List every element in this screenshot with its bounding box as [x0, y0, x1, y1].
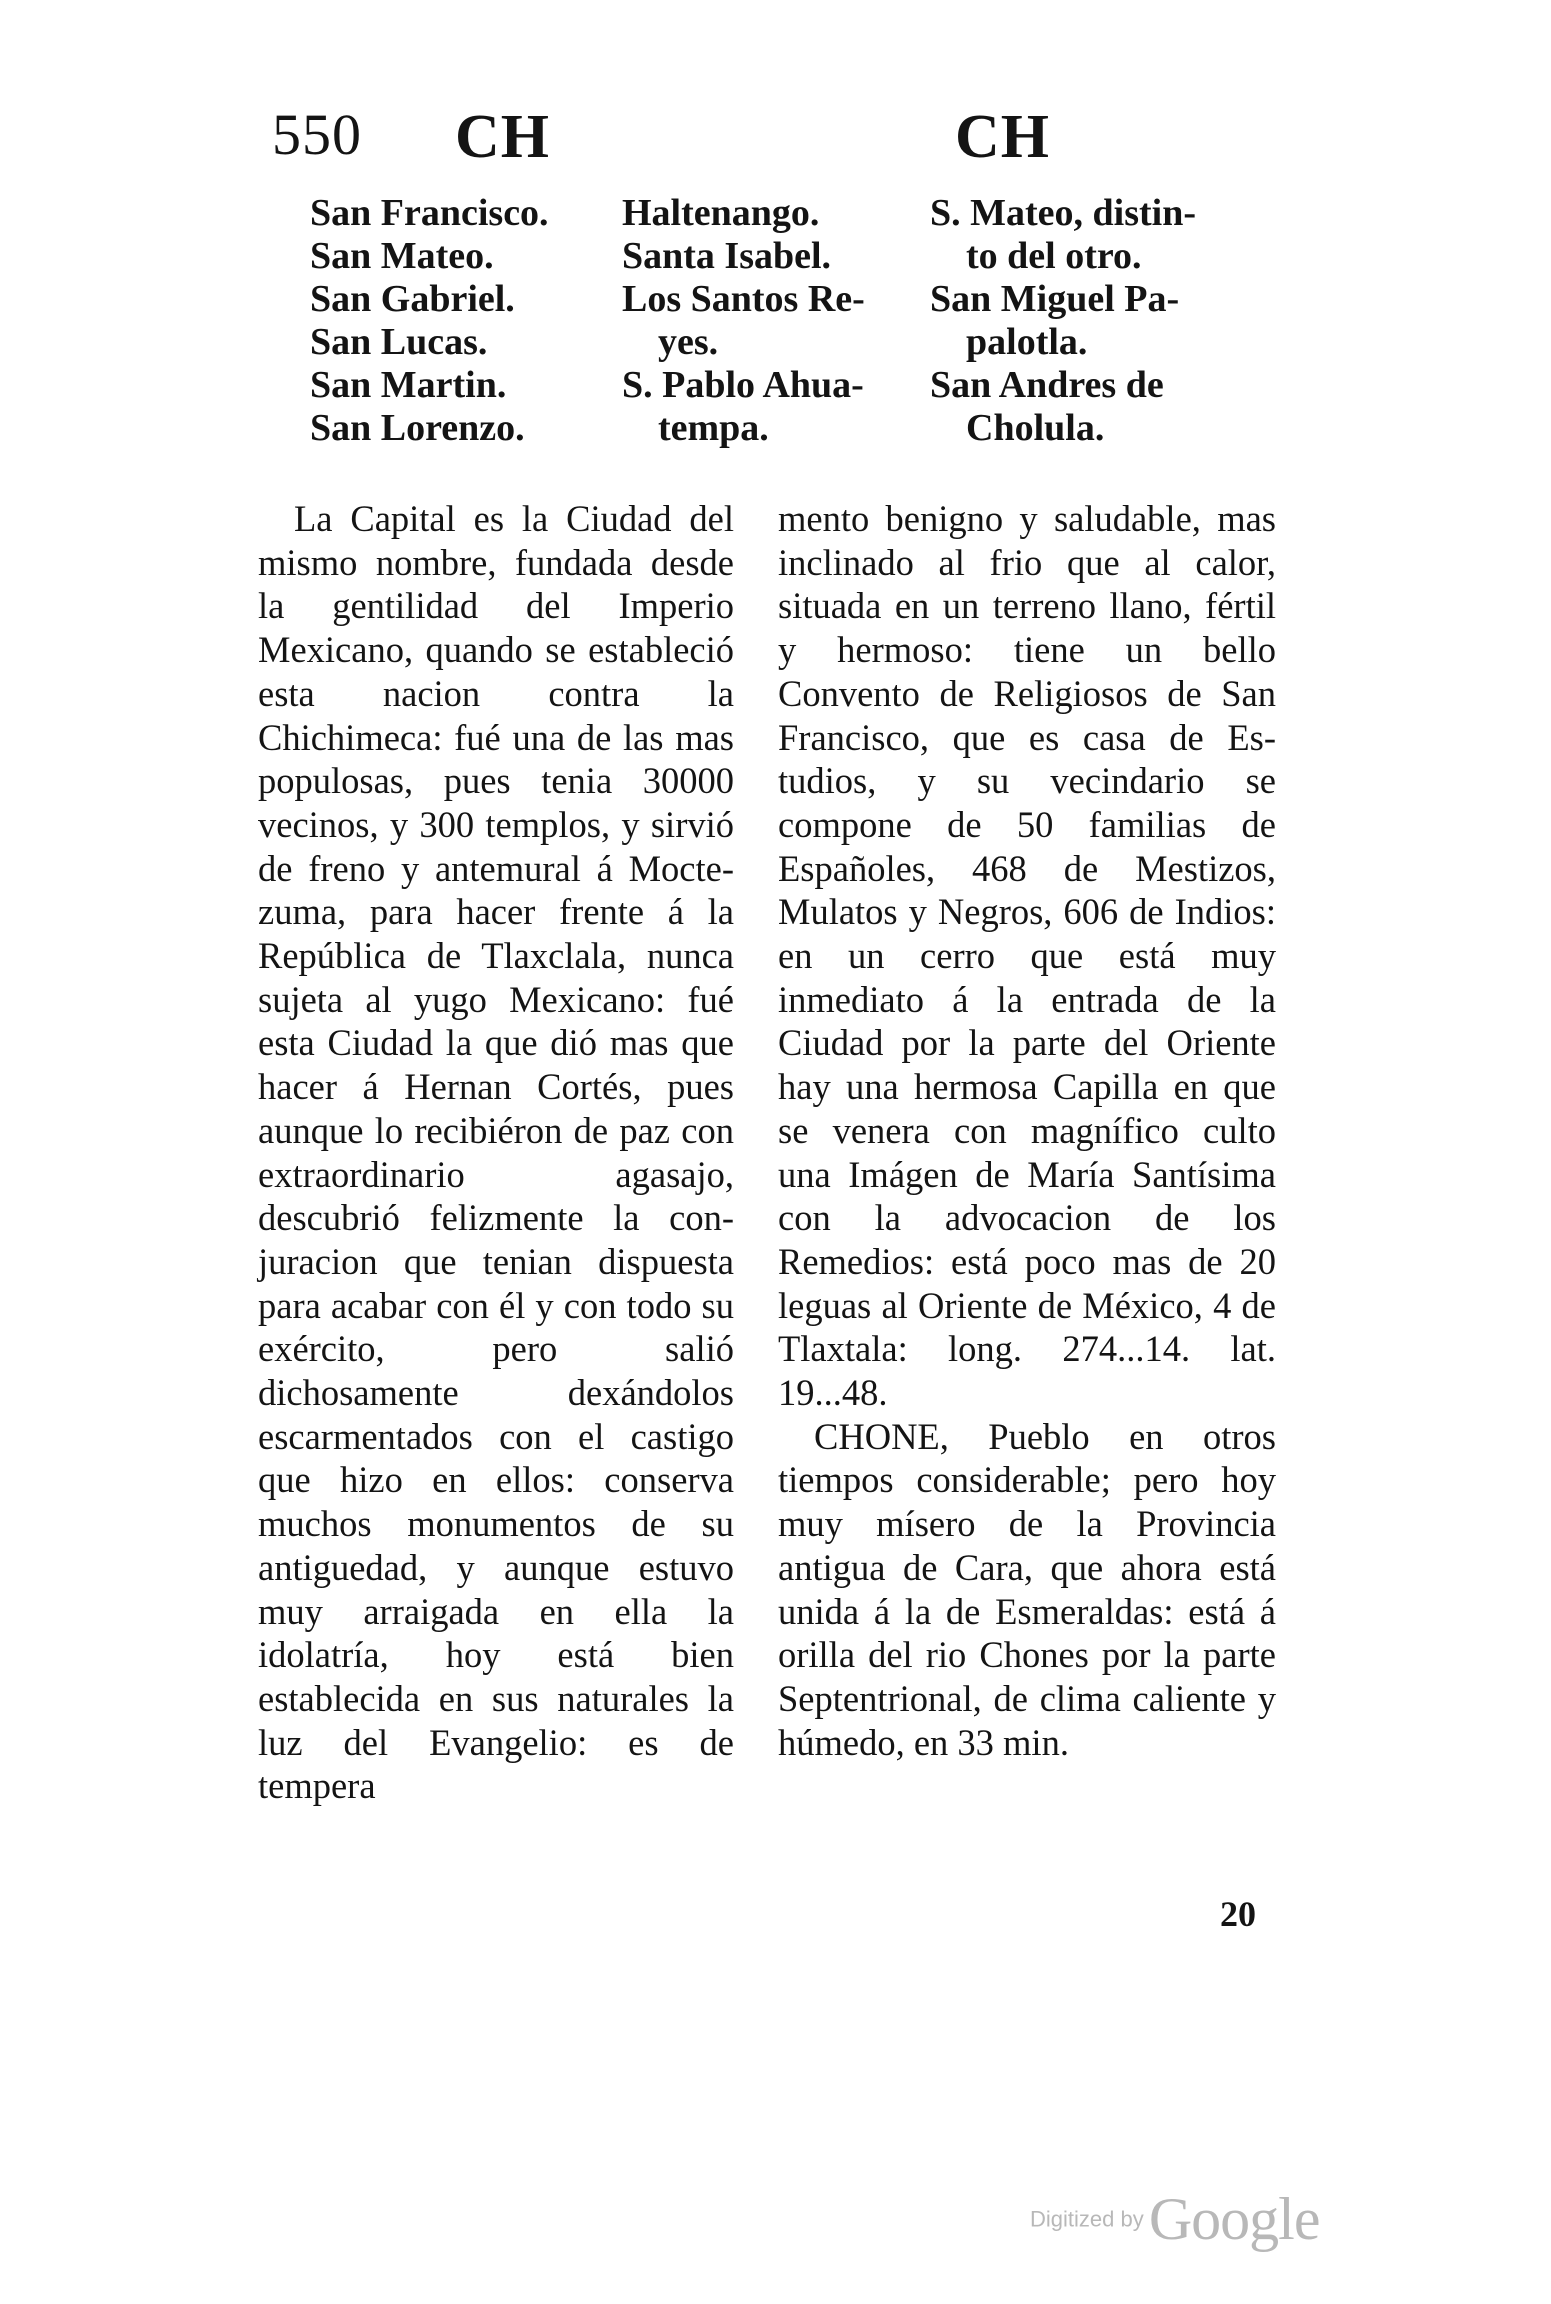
- list-item: to del otro.: [966, 235, 1142, 277]
- google-logo: Google: [1148, 2186, 1320, 2252]
- digitized-watermark: [1030, 2185, 1319, 2254]
- list-item: San Mateo.: [310, 235, 494, 277]
- watermark-prefix: Digitized by: [1030, 2206, 1144, 2232]
- page-number: 550: [272, 102, 362, 167]
- list-item: San Martin.: [310, 364, 507, 406]
- list-item: San Lorenzo.: [310, 407, 525, 449]
- catchword: 20: [1220, 1894, 1256, 1934]
- list-item: San Francisco.: [310, 192, 549, 234]
- running-head-left: CH: [455, 103, 550, 171]
- list-item: San Lucas.: [310, 321, 488, 363]
- body-paragraph: La Capital es la Ciudad del mismo nombre, fundada desde la gentilidad del Imperio Mexicano, quando se estableció esta nacion contra la Chichimeca: fué una de las mas populosas, pues tenia 30000 vecinos, y 300 templos, y sirvió de freno y antemural á Moctezuma, para hacer frente á la República de Tlaxclala, nunca sujeta al yugo Mexicano: fué esta Ciudad la que dió mas que hacer á Hernan Cortés, pues aunque lo recibiéron de paz con extraordinario agasajo, descubrió felizmente la conjuracion que tenian dispuesta para acabar con él y con todo su exército, pero salió dichosamente dexándolos escarmentados con el castigo que hizo en ellos: conserva muchos monumentos de su antiguedad, y aunque estuvo muy arraigada en ella la idolatría, hoy está bien establecida en sus naturales la luz del Evangelio: es de tempera: [258, 498, 734, 1807]
- list-item: Haltenango.: [622, 192, 820, 234]
- body-column-right: [778, 497, 1276, 1764]
- running-head-right: CH: [955, 103, 1050, 171]
- list-item: San Miguel Pa-: [930, 278, 1180, 320]
- list-item: tempa.: [658, 407, 769, 449]
- list-item: San Andres de: [930, 364, 1164, 406]
- list-item: Los Santos Re-: [622, 278, 865, 320]
- list-item: palotla.: [966, 321, 1088, 363]
- list-item: San Gabriel.: [310, 278, 515, 320]
- body-paragraph-continuation: mento benigno y saludable, mas inclinado al frio que al calor, situada en un terreno llano, fértil y hermoso: tiene un bello Convento de Religiosos de San Francisco, que es casa de Estudios, y su vecindario se compone de 50 familias de Españoles, 468 de Mestizos, Mulatos y Negros, 606 de Indios: en un cerro que está muy inmediato á la entrada de la Ciudad por la parte del Oriente hay una hermosa Capilla en que se venera con magnífico culto una Imágen de María Santísima con la advocacion de los Remedios: está poco mas de 20 leguas al Oriente de México, 4 de Tlaxtala: long. 274...14. lat. 19...48.: [778, 498, 1276, 1414]
- list-item: yes.: [658, 321, 719, 363]
- list-item: S. Mateo, distin-: [930, 192, 1196, 234]
- list-item: Cholula.: [966, 407, 1105, 449]
- place-list-column-1: [310, 192, 549, 450]
- list-item: Santa Isabel.: [622, 235, 832, 277]
- dictionary-entry: CHONE, Pueblo en otros tiempos considerable; pero hoy muy mísero de la Provincia antigua de Cara, que ahora está unida á la de Esmeraldas: está á orilla del rio Chones por la parte Septentrional, de clima caliente y húmedo, en 33 min.: [778, 1415, 1276, 1763]
- place-list-column-3: [930, 192, 1196, 450]
- place-list-column-2: [622, 192, 865, 450]
- list-item: S. Pablo Ahua-: [622, 364, 864, 406]
- body-column-left: [258, 497, 734, 1808]
